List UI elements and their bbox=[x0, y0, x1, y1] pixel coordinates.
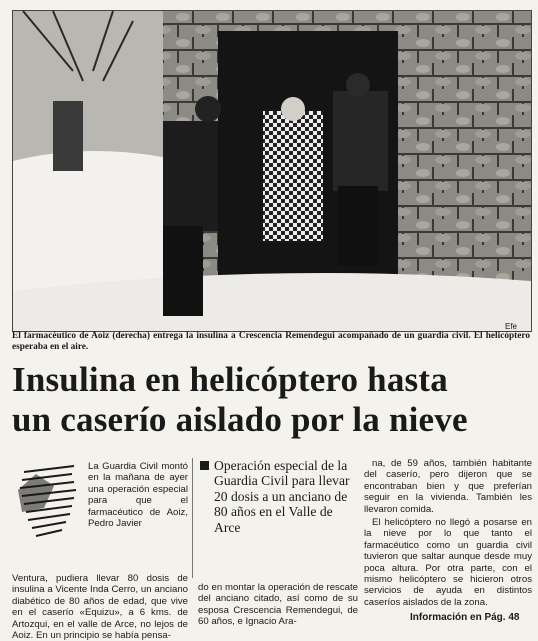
deck-bullet-icon bbox=[200, 461, 209, 470]
photo-caption: El farmacéutico de Aoiz (derecha) entrega la insulina a Crescencia Remendegui acompañado de un guardia civil. El helicóptero esperaba en el aire. bbox=[12, 331, 530, 352]
photo-credit: Efe bbox=[505, 322, 518, 331]
body-paragraph: na, de 59 años, también habitante del caserío, pero dijeron que se encontraban bien y que preferían seguir en la vivienda. También les llevaron comida. bbox=[364, 458, 532, 515]
page-reference: Información en Pág. 48 bbox=[410, 612, 520, 623]
headline-line-2: un caserío aislado por la nieve bbox=[12, 400, 468, 439]
body-column-2: do en montar la operación de rescate del anciano citado, así como de su esposa Crescencia Remendegui, de 60 años, e Ignacio Ara- bbox=[198, 582, 358, 628]
region-map-icon bbox=[14, 460, 84, 558]
headline bbox=[12, 360, 532, 440]
body-column-1-continued: Ventura, pudiera llevar 80 dosis de insulina a Vicente Inda Cerro, un anciano diabético de 80 años de edad, que vive en el caserío «Equizu», a 6 kms. de Artozqui, en el valle de Arce, no lejos de Aoiz. En un principio se había pensa- bbox=[12, 573, 188, 641]
body-column-3 bbox=[364, 458, 532, 608]
body-paragraph: El helicóptero no llegó a posarse en la nieve por lo que tanto el farmacéutico como un guardia civil tuvieron que saltar aunque desde muy poca altura. Por otra parte, con el mismo helicóptero se hicieron otros servicios de ayuda en distintos caseríos aislados de la zona. bbox=[364, 517, 532, 608]
headline-line-1: Insulina en helicóptero hasta bbox=[12, 360, 448, 399]
column-rule bbox=[192, 458, 193, 578]
news-photo bbox=[12, 10, 532, 332]
body-column-1: La Guardia Civil montó en la mañana de ayer una operación especial para que el farmacéutico de Aoiz, Pedro Javier bbox=[88, 461, 188, 530]
deck-subheadline: Operación especial de la Guardia Civil para llevar 20 dosis a un anciano de 80 años en el Valle de Arce bbox=[214, 458, 350, 535]
photo-scene bbox=[13, 11, 531, 331]
